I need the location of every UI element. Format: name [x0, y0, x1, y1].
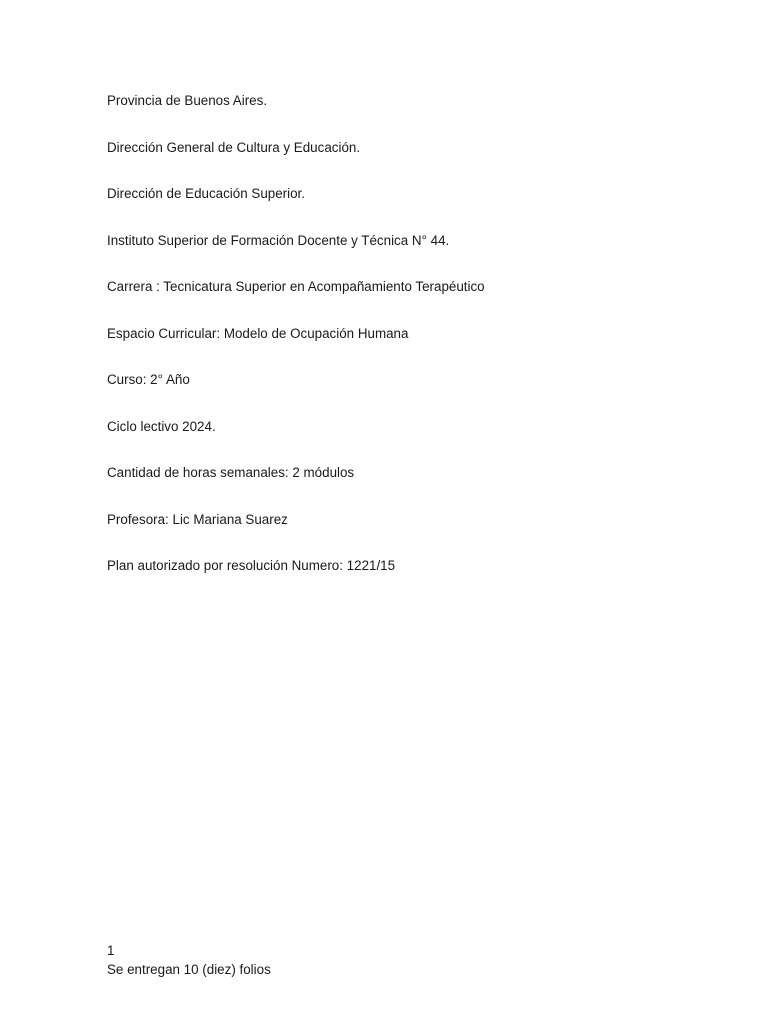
line-professor: Profesora: Lic Mariana Suarez — [107, 511, 288, 527]
line-curricular-space: Espacio Curricular: Modelo de Ocupación Humana — [107, 325, 409, 341]
line-province: Provincia de Buenos Aires. — [107, 93, 268, 108]
line-weekly-hours: Cantidad de horas semanales: 2 módulos — [107, 465, 355, 480]
line-school-year: Ciclo lectivo 2024. — [107, 418, 216, 434]
line-plan-resolution: Plan autorizado por resolución Numero: 1221/15 — [107, 558, 396, 573]
page-number: 1 — [107, 943, 115, 958]
line-higher-education: Dirección de Educación Superior. — [107, 186, 305, 201]
line-course: Curso: 2° Año — [107, 372, 190, 387]
folios-note: Se entregan 10 (diez) folios — [107, 962, 271, 977]
line-institute: Instituto Superior de Formación Docente y Técnica N° 44. — [107, 232, 450, 248]
header-lines — [107, 92, 485, 604]
line-career: Carrera : Tecnicatura Superior en Acompañamiento Terapéutico — [107, 279, 485, 294]
page-footer — [107, 941, 271, 979]
line-general-direction: Dirección General de Cultura y Educación. — [107, 139, 361, 155]
